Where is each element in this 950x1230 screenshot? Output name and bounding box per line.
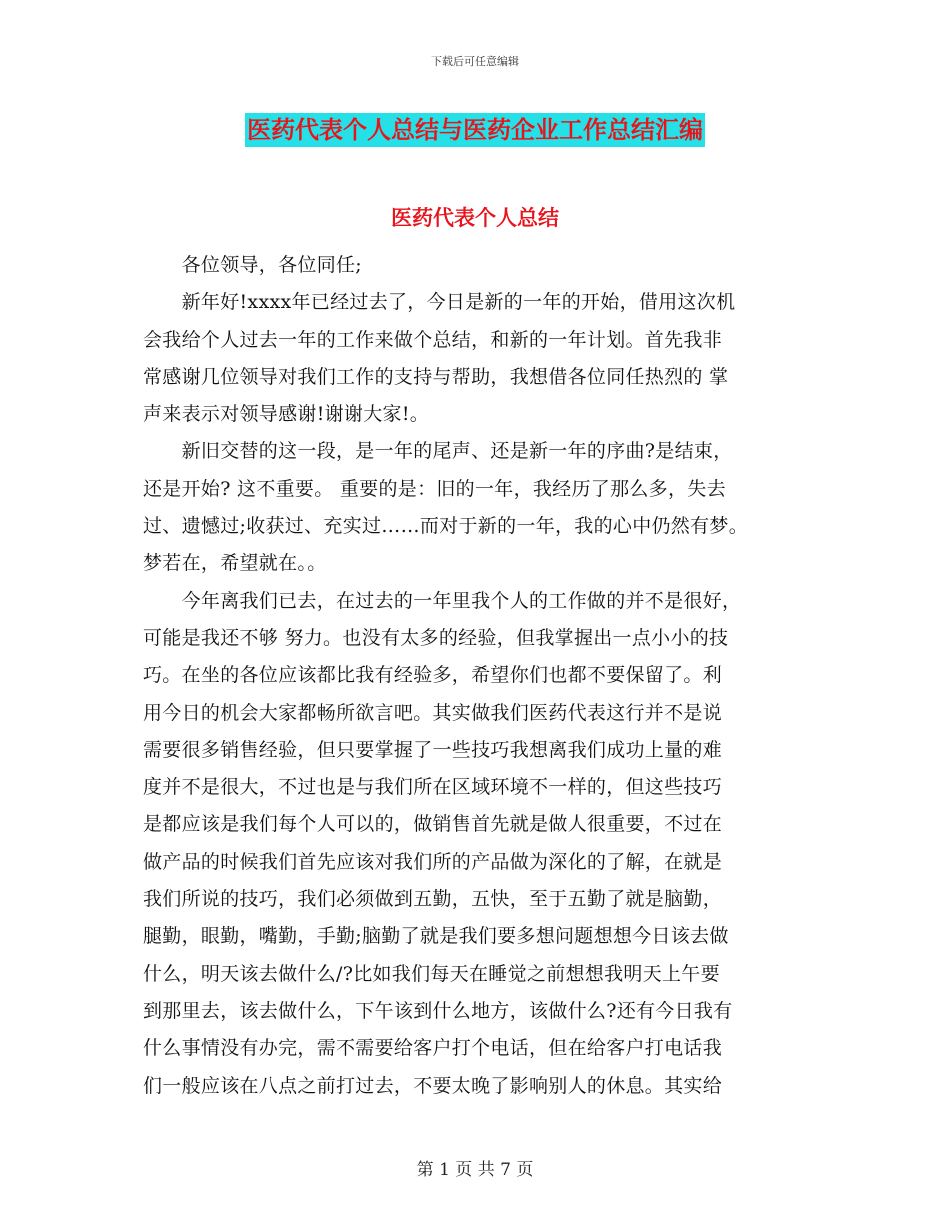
body-line: 们一般应该在八点之前打过去，不要太晚了影响别人的休息。其实给 (143, 1074, 723, 1097)
body-line: 到那里去，该去做什么，下午该到什么地方，该做什么?还有今日我有 (143, 999, 733, 1022)
page-footer: 第 1 页 共 7 页 (416, 1160, 534, 1180)
body-line: 做产品的时候我们首先应该对我们所的产品做为深化的了解，在就是 (143, 850, 723, 873)
body-line: 度并不是很大，不过也是与我们所在区域环境不一样的，但这些技巧 (143, 776, 723, 799)
body-text (143, 247, 815, 1105)
document-title: 医药代表个人总结与医药企业工作总结汇编 (245, 113, 705, 147)
document-title-container (0, 113, 950, 147)
body-line: 过、遗憾过;收获过、充实过……而对于新的一年，我的心中仍然有梦。 (143, 515, 749, 538)
body-line: 什么事情没有办完，需不需要给客户打个电话，但在给客户打电话我 (143, 1037, 723, 1060)
body-line: 常感谢几位领导对我们工作的支持与帮助，我想借各位同任热烈的 掌 (143, 365, 729, 388)
section-title: 医药代表个人总结 (391, 206, 559, 230)
header-note: 下载后可任意编辑 (431, 55, 519, 68)
body-line: 什么，明天该去做什么/?比如我们每天在睡觉之前想想我明天上午要 (143, 962, 720, 985)
body-line: 是都应该是我们每个人可以的，做销售首先就是做人很重要，不过在 (143, 813, 723, 836)
body-line: 还是开始? 这不重要。 重要的是：旧的一年，我经历了那么多，失去 (143, 477, 726, 500)
body-line: 腿勤，眼勤，嘴勤，手勤;脑勤了就是我们要多想问题想想今日该去做 (143, 925, 729, 948)
body-line: 各位领导，各位同任; (143, 254, 363, 276)
body-line: 巧。在坐的各位应该都比我有经验多，希望你们也都不要保留了。利 (143, 664, 723, 687)
body-line: 今年离我们已去，在过去的一年里我个人的工作做的并不是很好， (143, 589, 742, 612)
body-line: 需要很多销售经验，但只要掌握了一些技巧我想离我们成功上量的难 (143, 738, 723, 761)
body-line: 声来表示对领导感谢!谢谢大家!。 (143, 403, 430, 426)
body-line: 我们所说的技巧，我们必须做到五勤，五快，至于五勤了就是脑勤， (143, 888, 723, 911)
body-line: 会我给个人过去一年的工作来做个总结，和新的一年计划。首先我非 (143, 328, 723, 351)
body-line: 可能是我还不够 努力。也没有太多的经验，但我掌握出一点小小的技 (143, 626, 729, 649)
body-line: 新年好!xxxx年已经过去了，今日是新的一年的开始，借用这次机 (143, 291, 736, 314)
body-line: 新旧交替的这一段，是一年的尾声、还是新一年的序曲?是结束， (143, 440, 733, 463)
body-line: 用今日的机会大家都畅所欲言吧。其实做我们医药代表这行并不是说 (143, 701, 723, 724)
body-line: 梦若在，希望就在。。 (143, 552, 327, 575)
